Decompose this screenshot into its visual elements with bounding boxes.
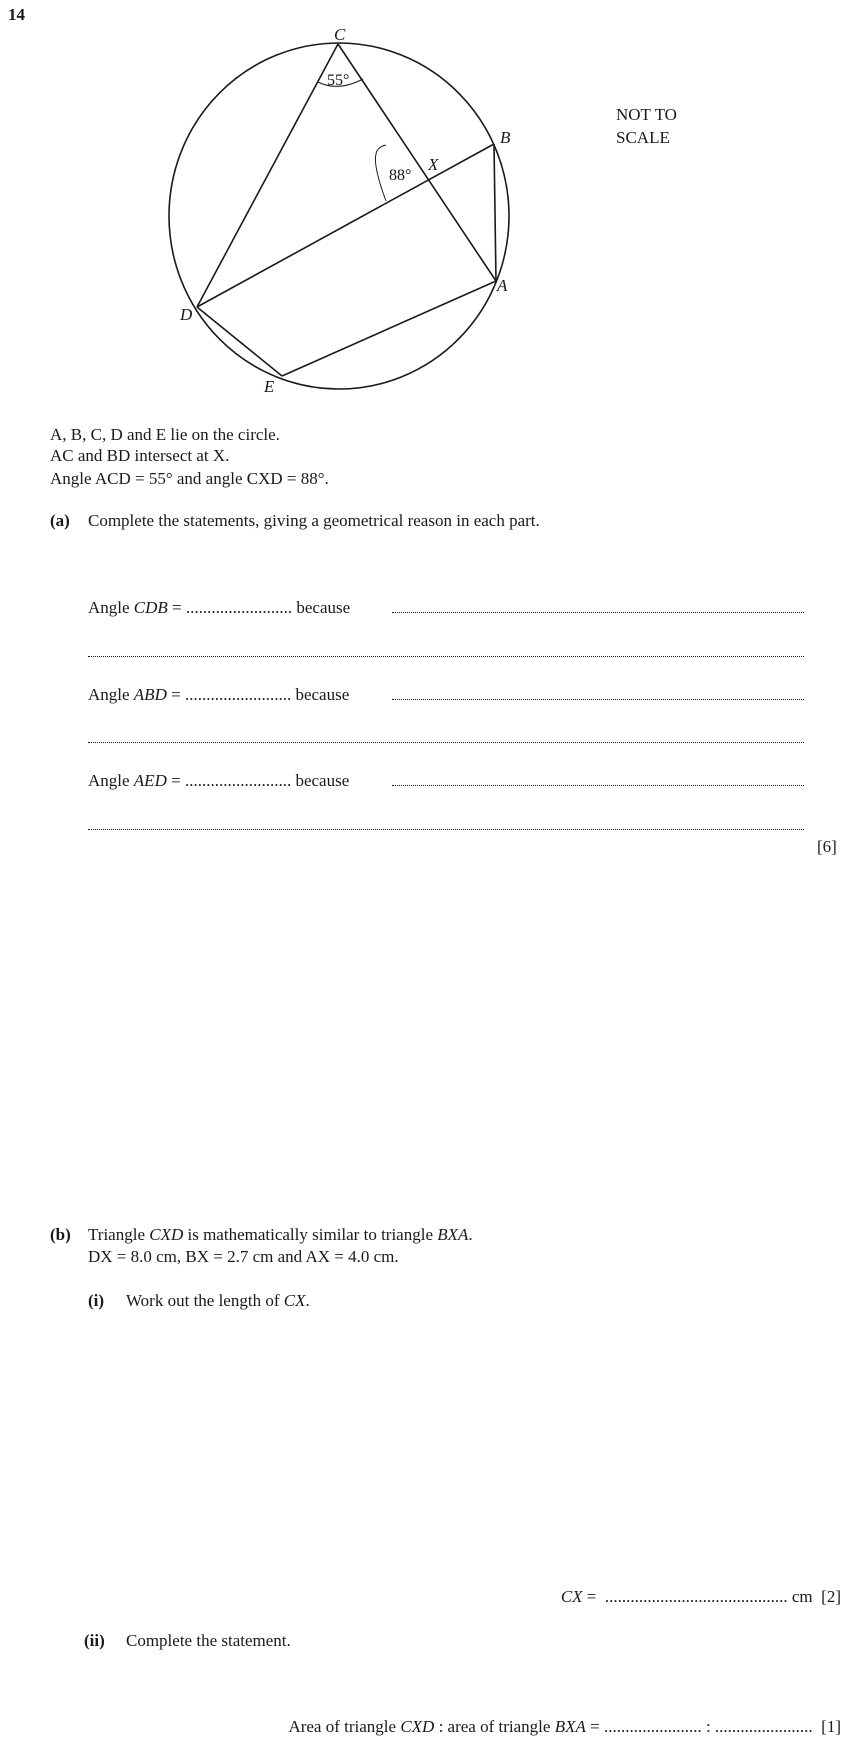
label-B: B	[500, 128, 511, 147]
reason-line-cdb-2[interactable]	[88, 656, 804, 657]
arc-angle-X	[375, 145, 386, 201]
label-E: E	[264, 377, 275, 396]
statement-prefix: Angle	[88, 685, 134, 704]
chord-EA	[282, 281, 496, 376]
stmt-t2: BXA	[554, 1717, 586, 1736]
ratio-blank-2[interactable]: .......................	[714, 1717, 813, 1736]
statement-angle: ABD	[133, 685, 167, 704]
part-b-label: (b)	[50, 1225, 71, 1244]
part-b-line1-mid: is mathematically similar to triangle	[183, 1225, 438, 1244]
part-a-text: Complete the statements, giving a geometrical reason in each part.	[88, 511, 540, 530]
question-number: 14	[8, 5, 25, 24]
chord-BA	[494, 144, 496, 281]
statement-equals: =	[166, 685, 185, 704]
sub-ii-text: Complete the statement.	[126, 1631, 291, 1650]
circle	[169, 43, 509, 389]
sub-i-text	[126, 1290, 310, 1311]
stmt-eq: =	[585, 1717, 604, 1736]
given-line3: Angle ACD = 55° and angle CXD = 88°.	[50, 469, 329, 488]
label-X: X	[428, 155, 439, 174]
answer-blank-cdb[interactable]: .........................	[185, 598, 293, 617]
angle-C-value: 55°	[327, 72, 350, 89]
reason-line-abd-1[interactable]	[392, 699, 804, 700]
ratio-colon: :	[701, 1717, 715, 1736]
statement-angle: AED	[133, 771, 167, 790]
sub-ii-marks: [1]	[821, 1717, 841, 1736]
angle-X-value: 88°	[389, 167, 412, 184]
statement-prefix: Angle	[88, 771, 134, 790]
statement-because: because	[292, 598, 351, 617]
sub-i-text-pre: Work out the length of	[126, 1291, 284, 1310]
not-to-scale-line2: SCALE	[616, 128, 670, 147]
stmt-t1: CXD	[400, 1717, 435, 1736]
ratio-blank-1[interactable]: .......................	[603, 1717, 702, 1736]
sub-ii-label: (ii)	[84, 1631, 105, 1650]
label-A: A	[497, 276, 508, 295]
triangle-cxd: CXD	[149, 1225, 184, 1244]
statement-because: because	[291, 771, 350, 790]
label-D: D	[180, 305, 193, 324]
part-b-line1-end: .	[468, 1225, 473, 1244]
statement-abd	[88, 684, 349, 705]
statement-equals: =	[166, 771, 185, 790]
sub-ii-statement	[288, 1716, 841, 1737]
chord-DE	[197, 307, 282, 376]
answer-var: CX	[560, 1587, 583, 1606]
sub-i-text-end: .	[305, 1291, 310, 1310]
part-b-line1-pre: Triangle	[88, 1225, 150, 1244]
sub-i-marks: [2]	[821, 1587, 841, 1606]
sub-i-var: CX	[283, 1291, 306, 1310]
part-b-line2: DX = 8.0 cm, BX = 2.7 cm and AX = 4.0 cm.	[88, 1247, 399, 1266]
stmt-pre: Area of triangle	[288, 1717, 401, 1736]
reason-line-cdb-1[interactable]	[392, 612, 804, 613]
statement-angle: CDB	[133, 598, 168, 617]
not-to-scale-line1: NOT TO	[616, 105, 677, 124]
statement-prefix: Angle	[88, 598, 134, 617]
answer-unit: cm	[787, 1587, 813, 1606]
given-line1: A, B, C, D and E lie on the circle.	[50, 425, 280, 444]
answer-blank-cx[interactable]: ...........................................	[604, 1587, 788, 1606]
sub-i-label: (i)	[88, 1291, 105, 1310]
statement-cdb	[88, 597, 350, 618]
statement-aed	[88, 770, 349, 791]
stmt-mid: : area of triangle	[434, 1717, 555, 1736]
part-b-line1	[88, 1224, 473, 1245]
statement-equals: =	[167, 598, 186, 617]
answer-blank-aed[interactable]: .........................	[184, 771, 292, 790]
reason-line-abd-2[interactable]	[88, 742, 804, 743]
given-line2: AC and BD intersect at X.	[50, 446, 230, 465]
part-a-label: (a)	[50, 511, 70, 530]
circle-diagram	[0, 0, 853, 400]
reason-line-aed-1[interactable]	[392, 785, 804, 786]
reason-line-aed-2[interactable]	[88, 829, 804, 830]
triangle-bxa: BXA	[437, 1225, 469, 1244]
answer-eq: =	[582, 1587, 601, 1606]
part-a-marks: [6]	[817, 837, 837, 856]
answer-blank-abd[interactable]: .........................	[184, 685, 292, 704]
statement-because: because	[291, 685, 350, 704]
label-C: C	[334, 25, 346, 44]
sub-i-answer	[561, 1586, 841, 1607]
